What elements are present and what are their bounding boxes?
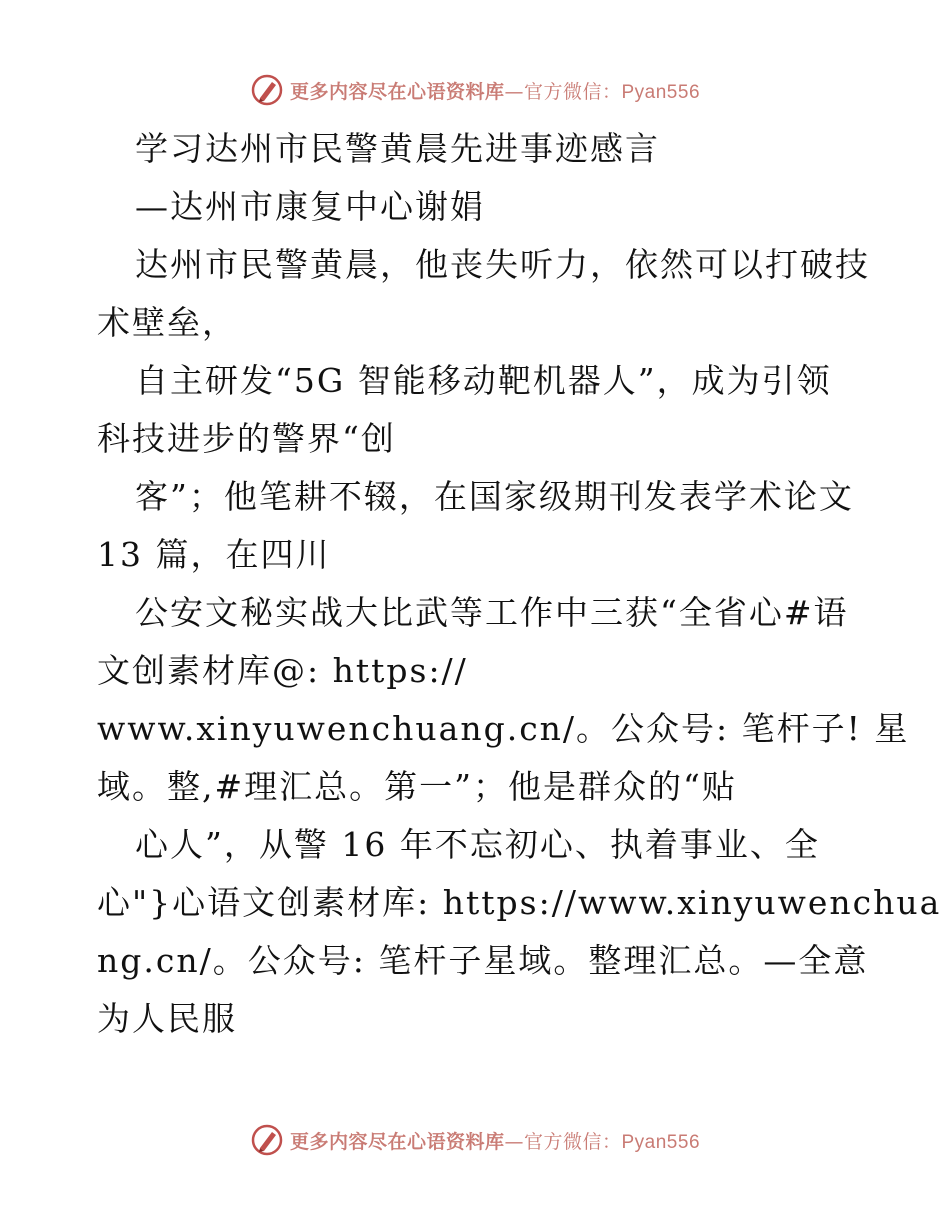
- document-body: [97, 120, 942, 1048]
- banner-dash: —: [504, 80, 524, 103]
- paragraph-line: 公安文秘实战大比武等工作中三获“全省心#语: [135, 593, 849, 632]
- footer-banner: [0, 1120, 950, 1160]
- banner-wechat-label: 官方微信：: [523, 80, 622, 103]
- header-banner: [0, 70, 950, 110]
- banner-main-text: 更多内容尽在心语资料库: [289, 1130, 505, 1153]
- paragraph-line: www.xinyuwenchuang.cn/。公众号: 笔杆子! 星: [97, 709, 910, 748]
- paragraph-line: 13 篇，在四川: [97, 535, 331, 574]
- banner-wechat-account: Pyan556: [621, 1131, 701, 1153]
- banner-wechat-account: Pyan556: [621, 81, 701, 103]
- banner-wechat-label: 官方微信：: [523, 1130, 622, 1153]
- banner-main-text: 更多内容尽在心语资料库: [289, 80, 505, 103]
- paragraph-line: 心人”，从警 16 年不忘初心、执着事业、全: [135, 825, 820, 864]
- banner-text: [290, 1127, 700, 1154]
- pen-logo-icon: [250, 73, 284, 107]
- paragraph-line: 域。整,#理汇总。第一”；他是群众的“贴: [97, 767, 737, 806]
- paragraph-line: 科技进步的警界“创: [97, 419, 396, 458]
- paragraph-line: 为人民服: [97, 999, 237, 1038]
- banner-text: [290, 77, 700, 104]
- banner-content: [250, 1123, 700, 1157]
- document-subtitle: —达州市康复中心谢娟: [135, 187, 485, 226]
- paragraph-line: 达州市民警黄晨，他丧失听力，依然可以打破技: [135, 245, 870, 284]
- document-title: 学习达州市民警黄晨先进事迹感言: [135, 129, 660, 168]
- paragraph-line: ng.cn/。公众号: 笔杆子星域。整理汇总。—全意: [97, 941, 869, 980]
- paragraph-line: 文创素材库@: https://: [97, 651, 468, 690]
- paragraph-line: 自主研发“5G 智能移动靶机器人”，成为引领: [135, 361, 832, 400]
- pen-logo-icon: [250, 1123, 284, 1157]
- banner-content: [250, 73, 700, 107]
- paragraph-line: 术壁垒，: [97, 303, 237, 342]
- paragraph-line: 心"}心语文创素材库: https://www.xinyuwenchua: [97, 883, 942, 922]
- paragraph-line: 客”；他笔耕不辍，在国家级期刊发表学术论文: [135, 477, 854, 516]
- banner-dash: —: [504, 1130, 524, 1153]
